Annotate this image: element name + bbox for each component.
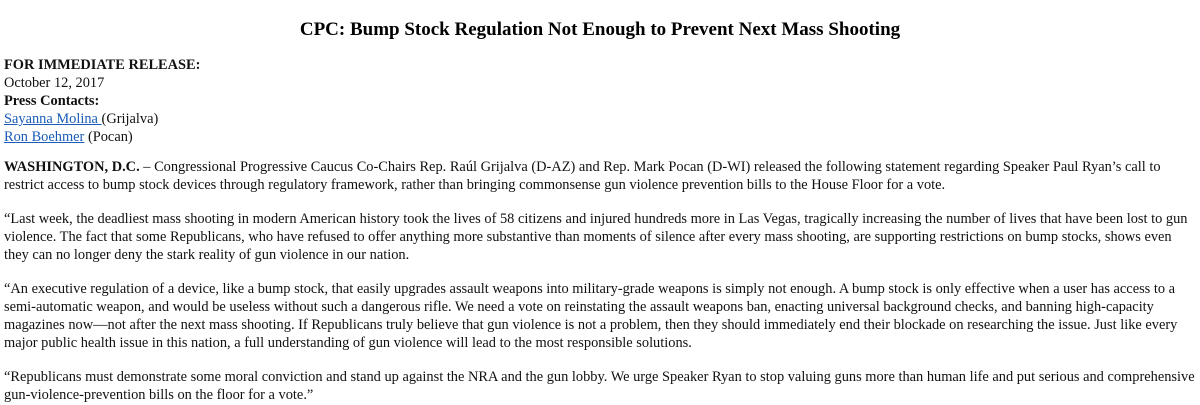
dateline: WASHINGTON, D.C. — [4, 159, 140, 175]
release-date: October 12, 2017 — [4, 75, 105, 91]
paragraph-intro-text: – Congressional Progressive Caucus Co-Chairs Rep. Raúl Grijalva (D-AZ) and Rep. Mark Pocan (D-WI) released the following statement regarding Speaker Paul Ryan’s call to restrict access to bump stock devices through regulatory framework, rather than bringing commonsense gun violence prevention bills to the House Floor for a vote. — [4, 159, 1161, 193]
paragraph-statement-2: “An executive regulation of a device, like a bump stock, that easily upgrades assault weapons into military-grade weapons is simply not enough. A bump stock is only effective when a user has access to a semi-automatic weapon, and would be useless without such a dangerous rifle. We need a vote on reinstating the assault weapons ban, enacting universal background checks, and banning high-capacity magazines now—not after the next mass shooting. If Republicans truly believe that gun violence is not a problem, then they should immediately end their blockade on researching the issue. Just like every major public health issue in this nation, a full understanding of gun violence will lead to the most responsible solutions. — [4, 281, 1178, 351]
contact-line-molina — [4, 110, 1196, 128]
paragraph-intro — [4, 158, 1196, 194]
page-title: CPC: Bump Stock Regulation Not Enough to Prevent Next Mass Shooting — [299, 19, 901, 40]
contact-link-boehmer[interactable]: Ron Boehmer — [4, 129, 85, 145]
contact-affiliation-grijalva: (Grijalva) — [101, 111, 159, 127]
contact-link-molina[interactable]: Sayanna Molina — [4, 111, 102, 127]
release-meta — [4, 56, 1196, 146]
contact-affiliation-pocan: (Pocan) — [84, 129, 133, 145]
paragraph-statement-1: “Last week, the deadliest mass shooting in modern American history took the lives of 58 citizens and injured hundreds more in Las Vegas, tragically increasing the number of lives that have been lost to gun violence. The fact that some Republicans, who have refused to offer anything more substantive than moments of silence after every mass shooting, are supporting restrictions on bump stocks, shows even they can no longer deny the stark reality of gun violence in our nation. — [4, 211, 1188, 263]
contacts-label: Press Contacts: — [4, 93, 100, 109]
contact-line-boehmer — [4, 128, 1196, 146]
paragraph-statement-3: “Republicans must demonstrate some moral conviction and stand up against the NRA and the gun lobby. We urge Speaker Ryan to stop valuing guns more than human life and put serious and comprehensive gun-violence-prevention bills on the floor for a vote.” — [4, 369, 1195, 403]
release-label: FOR IMMEDIATE RELEASE: — [4, 57, 201, 73]
